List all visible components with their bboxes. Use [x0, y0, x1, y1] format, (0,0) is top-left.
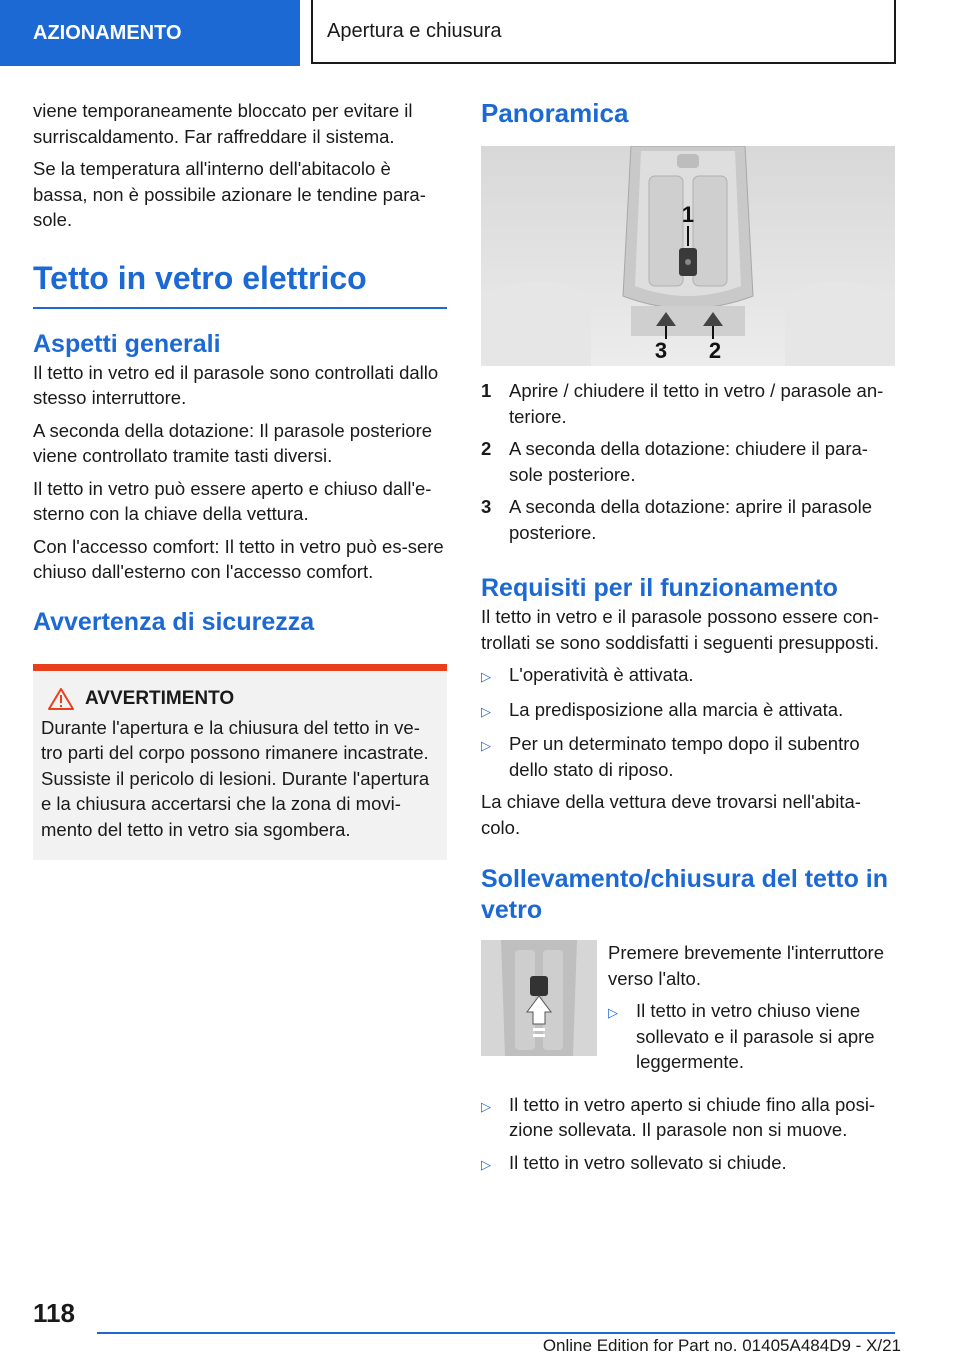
footer-divider — [97, 1332, 895, 1334]
warning-triangle-icon — [47, 687, 75, 711]
legend-number: 2 — [481, 438, 492, 459]
warning-header — [41, 687, 437, 711]
list-item — [481, 1150, 895, 1178]
list-item — [481, 697, 895, 725]
requirements-outro: La chiave della vettura deve trovarsi nell'abita-colo. — [481, 791, 861, 838]
section-heading-overview: Panoramica — [481, 98, 629, 128]
intro-paragraph: viene temporaneamente bloccato per evitare il surriscaldamento. Far raffreddare il sistema. — [33, 100, 413, 147]
legend-list — [481, 378, 895, 545]
page-number: 118 — [33, 1298, 75, 1328]
legend-text: A seconda della dotazione: chiudere il para-sole posteriore. — [509, 438, 868, 485]
chapter-title: Apertura e chiusura — [311, 0, 896, 64]
lift-description — [608, 940, 895, 1082]
warning-bar — [33, 664, 447, 671]
intro-paragraph: Se la temperatura all'interno dell'abitacolo è bassa, non è possibile azionare le tendine para-sole. — [33, 158, 426, 230]
list-item-text: La predisposizione alla marcia è attivata. — [509, 698, 844, 720]
section-heading-lift: Sollevamento/chiusura del tetto in vetro — [481, 865, 889, 924]
callout-3: 3 — [654, 338, 668, 363]
bullet-triangle-icon: ▷ — [481, 1156, 491, 1172]
section-heading-general: Aspetti generali — [33, 329, 221, 358]
switch-image — [481, 940, 597, 1056]
legend-item — [481, 494, 895, 545]
general-paragraph: Il tetto in vetro può essere aperto e chiuso dall'e-sterno con la chiave della vettura. — [33, 477, 432, 524]
switch-illustration — [481, 940, 597, 1056]
list-item — [481, 662, 895, 690]
page-title: Tetto in vetro elettrico — [33, 257, 447, 309]
page-header — [0, 0, 960, 66]
bullet-triangle-icon: ▷ — [608, 1005, 618, 1020]
warning-text: Durante l'apertura e la chiusura del tetto in ve-tro parti del corpo possono rimanere incastrate. Sussiste il pericolo di lesioni. Durante l'apertura e la chiusura accertarsi che la zona di movi-mento del tetto in vetro sia sgombera. — [41, 716, 430, 840]
legend-item — [481, 436, 895, 487]
list-item — [481, 1092, 895, 1143]
bullet-triangle-icon: ▷ — [481, 703, 491, 719]
roof-console-illustration — [481, 146, 895, 366]
requirements-intro: Il tetto in vetro e il parasole possono essere con-trollati se sono soddisfatti i seguenti presupposti. — [481, 606, 879, 653]
list-item-text: Il tetto in vetro chiuso viene sollevato e il parasole si apre leggermente. — [636, 1000, 875, 1072]
bullet-triangle-icon: ▷ — [481, 738, 491, 753]
requirements-list — [481, 662, 895, 782]
lift-list — [481, 1092, 895, 1178]
general-paragraph: A seconda della dotazione: Il parasole posteriore viene controllato tramite tasti diversi. — [33, 419, 433, 466]
bullet-triangle-icon: ▷ — [481, 1098, 491, 1114]
legend-text: A seconda della dotazione: aprire il parasole posteriore. — [509, 496, 873, 543]
general-paragraph: Con l'accesso comfort: Il tetto in vetro può es-sere chiuso dall'esterno con l'accesso comfort. — [33, 535, 444, 582]
list-item-text: Il tetto in vetro aperto si chiude fino alla posi-zione sollevata. Il parasole non si muove. — [509, 1093, 876, 1140]
legend-text: Aprire / chiudere il tetto in vetro / parasole an-teriore. — [509, 380, 884, 427]
warning-title: AVVERTIMENTO — [85, 687, 235, 709]
left-column — [33, 98, 447, 860]
callout-1: 1 — [681, 202, 695, 227]
footer-edition: Online Edition for Part no. 01405A484D9 - X/21 — [542, 1336, 901, 1355]
lift-list-beside — [608, 998, 895, 1075]
right-column — [481, 98, 895, 1184]
section-tab: AZIONAMENTO — [0, 0, 300, 66]
lift-block — [481, 940, 895, 1082]
legend-number: 1 — [481, 380, 492, 401]
legend-item — [481, 378, 895, 429]
lift-intro: Premere brevemente l'interruttore verso l'alto. — [608, 942, 885, 989]
overview-image — [481, 146, 895, 366]
callout-2: 2 — [708, 338, 722, 363]
bullet-triangle-icon: ▷ — [481, 669, 491, 684]
section-heading-requirements: Requisiti per il funzionamento — [481, 574, 838, 602]
list-item — [608, 998, 895, 1075]
list-item-text: Il tetto in vetro sollevato si chiude. — [509, 1151, 787, 1173]
list-item-text: L'operatività è attivata. — [509, 664, 694, 685]
list-item-text: Per un determinato tempo dopo il subentro dello stato di riposo. — [509, 733, 860, 780]
warning-box — [33, 671, 447, 861]
section-heading-safety: Avvertenza di sicurezza — [33, 607, 315, 636]
legend-number: 3 — [481, 496, 492, 517]
list-item — [481, 731, 895, 782]
general-paragraph: Il tetto in vetro ed il parasole sono controllati dallo stesso interruttore. — [33, 361, 439, 408]
